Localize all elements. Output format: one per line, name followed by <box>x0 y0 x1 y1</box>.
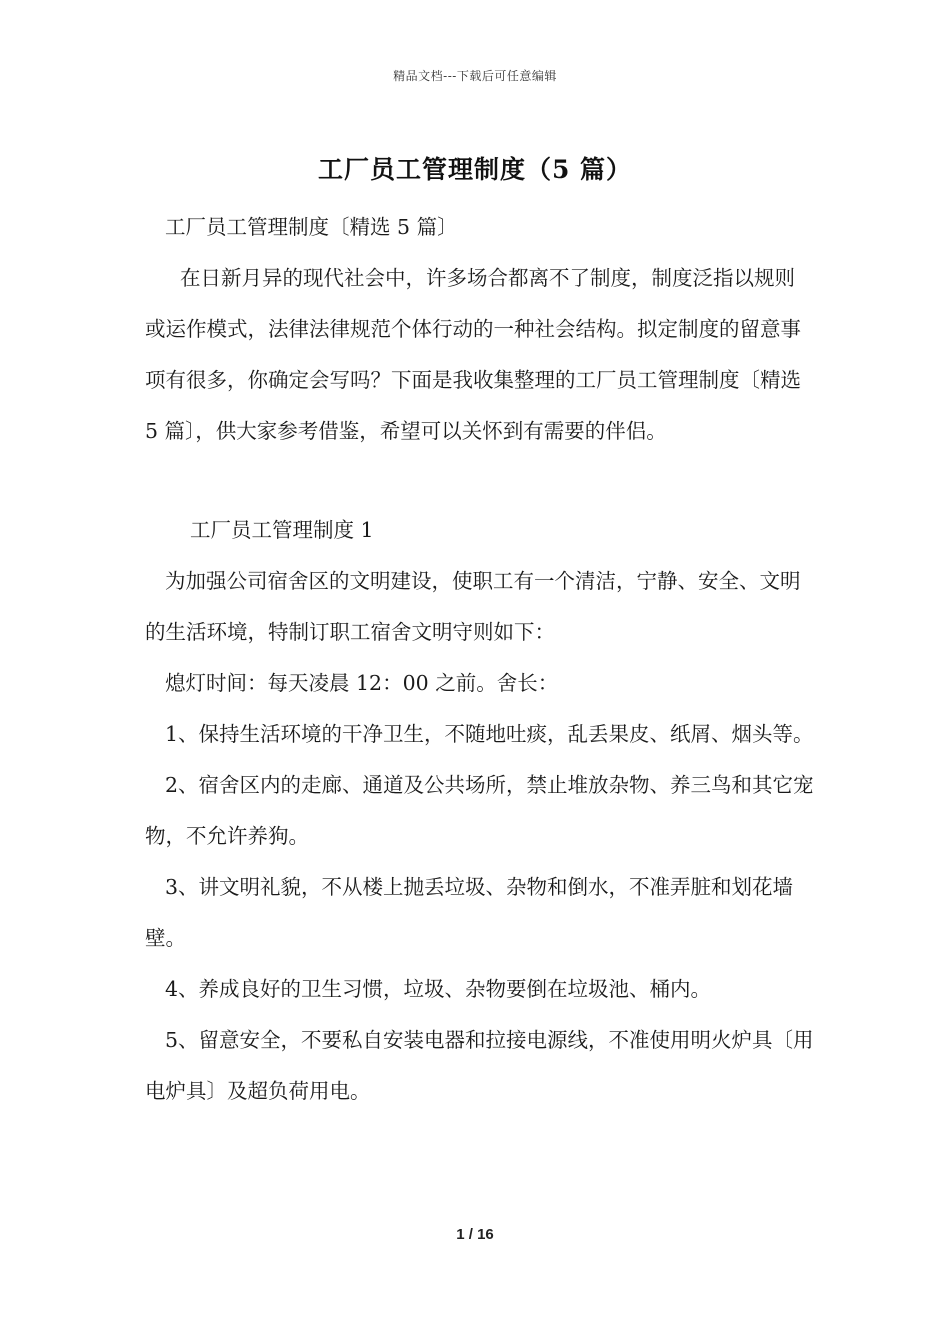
header-note: 精品文档---下载后可任意编辑 <box>393 69 557 83</box>
section-heading: 工厂员工管理制度 1 <box>190 518 374 542</box>
rule-item: 2、宿舍区内的走廊、通道及公共场所，禁止堆放杂物、养三鸟和其它宠物，不允许养狗。 <box>145 773 814 848</box>
curfew-paragraph: 熄灯时间：每天凌晨 12：00 之前。舍长： <box>165 671 559 695</box>
rule-item: 5、留意安全，不要私自安装电器和拉接电源线，不准使用明火炉具〔用电炉具〕及超负荷用电。 <box>145 1028 814 1103</box>
rule-item: 4、养成良好的卫生习惯，垃圾、杂物要倒在垃圾池、桶内。 <box>165 977 712 1001</box>
section-intro-paragraph: 为加强公司宿舍区的文明建设，使职工有一个清洁，宁静、安全、文明的生活环境，特制订职工宿舍文明守则如下： <box>145 569 801 644</box>
page-number: 1 / 16 <box>456 1226 494 1243</box>
rule-item: 1、保持生活环境的干净卫生，不随地吐痰，乱丢果皮、纸屑、烟头等。 <box>165 722 814 746</box>
paragraph-gap <box>145 457 815 505</box>
document-body <box>145 202 815 1117</box>
intro-paragraph: 在日新月异的现代社会中，许多场合都离不了制度，制度泛指以规则或运作模式，法律法律规范个体行动的一种社会结构。拟定制度的留意事项有很多，你确定会写吗？下面是我收集整理的工厂员工管理制度〔精选 5 篇〕，供大家参考借鉴，希望可以关怀到有需要的伴侣。 <box>145 266 801 443</box>
document-subtitle: 工厂员工管理制度〔精选 5 篇〕 <box>165 215 458 239</box>
rule-item: 3、讲文明礼貌，不从楼上抛丢垃圾、杂物和倒水，不准弄脏和划花墙壁。 <box>145 875 794 950</box>
document-title: 工厂员工管理制度（5 篇） <box>317 155 633 184</box>
